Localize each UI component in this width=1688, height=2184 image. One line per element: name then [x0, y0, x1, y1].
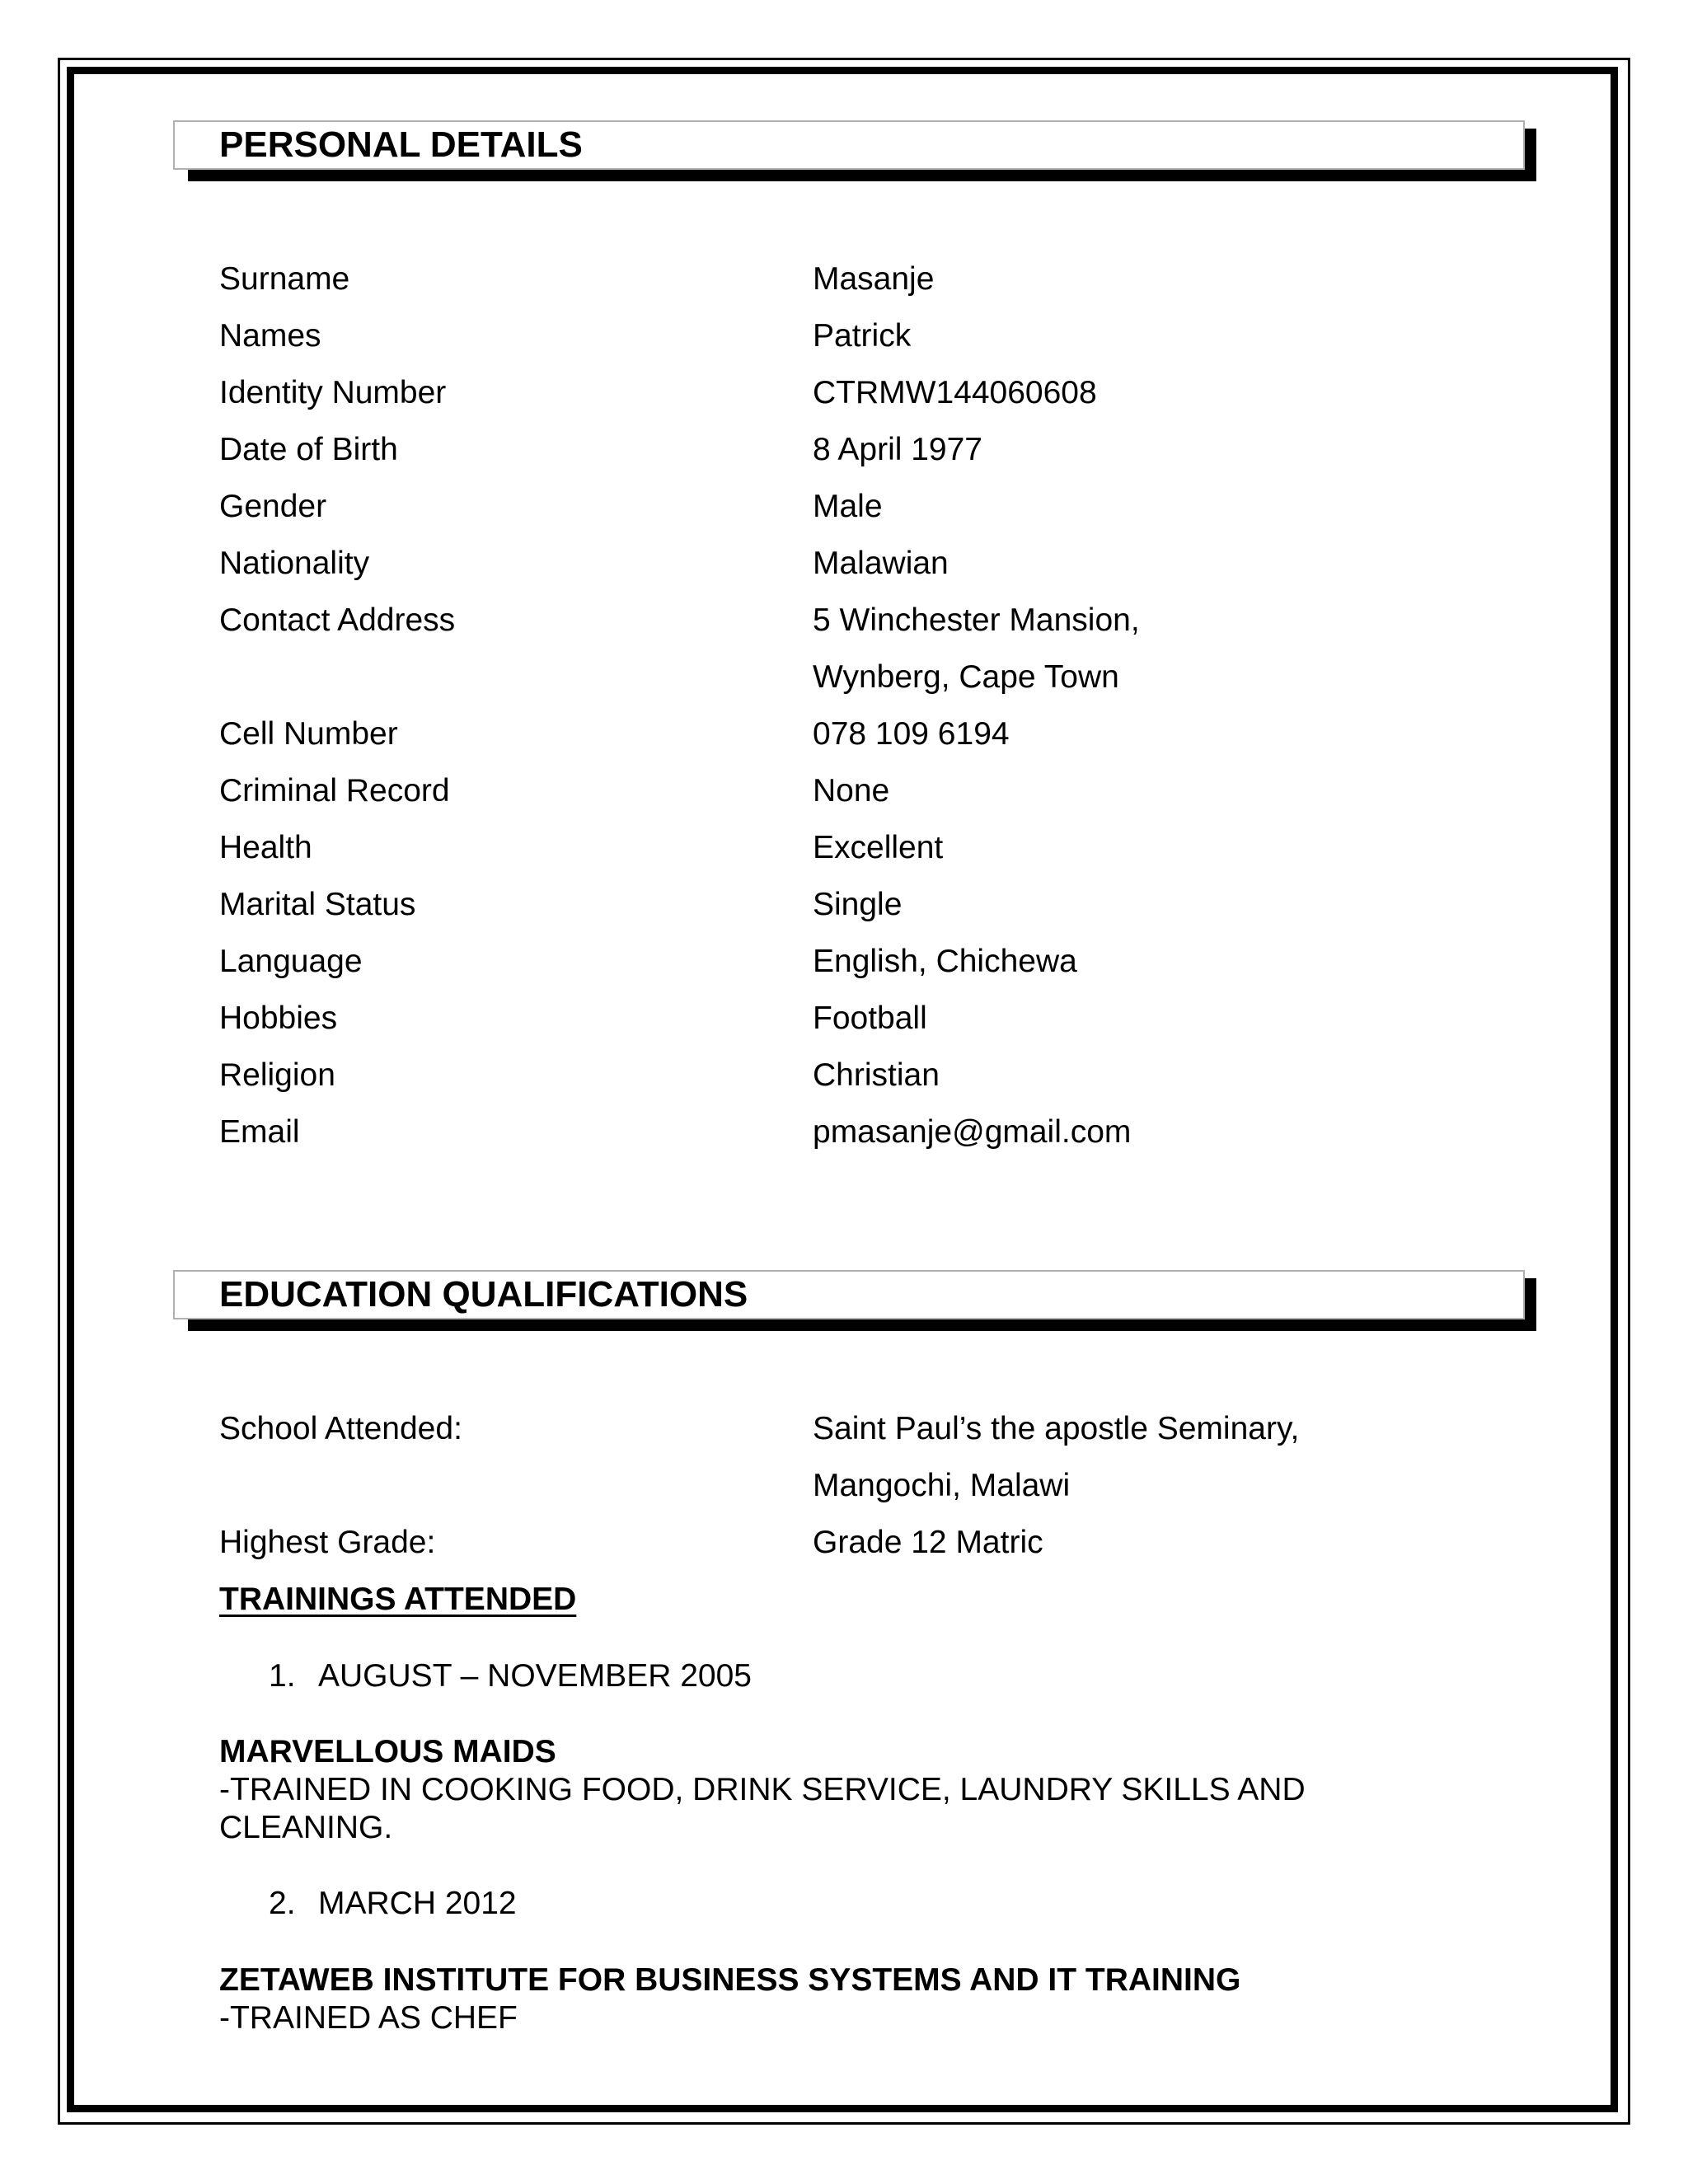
- detail-label: Date of Birth: [219, 432, 398, 467]
- training-provider: MARVELLOUS MAIDS: [219, 1734, 556, 1769]
- training-provider: ZETAWEB INSTITUTE FOR BUSINESS SYSTEMS AND IT TRAINING: [219, 1962, 1241, 1998]
- detail-value: English, Chichewa: [813, 944, 1077, 979]
- grade-label: Highest Grade:: [219, 1525, 436, 1560]
- training-description: -TRAINED IN COOKING FOOD, DRINK SERVICE, LAUNDRY SKILLS AND CLEANING.: [219, 1772, 1306, 1845]
- detail-label: Email: [219, 1114, 300, 1150]
- detail-value: Malawian: [813, 546, 949, 581]
- detail-value: Football: [813, 1001, 927, 1036]
- detail-value: 078 109 6194: [813, 716, 1010, 752]
- detail-value-continued: Wynberg, Cape Town: [813, 659, 1119, 695]
- detail-value: Christian: [813, 1057, 940, 1093]
- detail-label: Criminal Record: [219, 773, 450, 808]
- heading-shadow: [188, 1319, 1536, 1331]
- training-period: AUGUST – NOVEMBER 2005: [318, 1658, 752, 1694]
- detail-label: Language: [219, 944, 363, 979]
- detail-label: Health: [219, 830, 312, 865]
- school-value: Saint Paul’s the apostle Seminary,: [813, 1411, 1300, 1446]
- list-number: 1.: [269, 1658, 296, 1694]
- school-value-continued: Mangochi, Malawi: [813, 1468, 1071, 1503]
- training-period: MARCH 2012: [318, 1886, 517, 1921]
- training-description: -TRAINED AS CHEF: [219, 2000, 518, 2036]
- detail-label: Hobbies: [219, 1001, 338, 1036]
- heading-shadow: [1525, 129, 1536, 181]
- heading-shadow: [188, 170, 1536, 181]
- detail-value: Excellent: [813, 830, 944, 865]
- section-title: PERSONAL DETAILS: [219, 124, 583, 165]
- heading-shadow: [1525, 1278, 1536, 1331]
- detail-value: 8 April 1977: [813, 432, 982, 467]
- section-title: EDUCATION QUALIFICATIONS: [219, 1274, 748, 1315]
- email-value: pmasanje@gmail.com: [813, 1114, 1132, 1150]
- grade-value: Grade 12 Matric: [813, 1525, 1043, 1560]
- detail-label: Gender: [219, 489, 327, 524]
- list-number: 2.: [269, 1886, 296, 1921]
- detail-value: None: [813, 773, 890, 808]
- detail-label: Religion: [219, 1057, 335, 1093]
- detail-value: Masanje: [813, 261, 935, 297]
- detail-value: CTRMW144060608: [813, 375, 1097, 410]
- detail-value: Patrick: [813, 318, 912, 354]
- trainings-heading: TRAININGS ATTENDED: [219, 1582, 577, 1617]
- detail-value: Single: [813, 887, 903, 922]
- detail-value: 5 Winchester Mansion,: [813, 602, 1140, 638]
- detail-label: Surname: [219, 261, 350, 297]
- detail-label: Names: [219, 318, 321, 354]
- school-label: School Attended:: [219, 1411, 462, 1446]
- detail-value: Male: [813, 489, 883, 524]
- detail-label: Nationality: [219, 546, 370, 581]
- detail-label: Marital Status: [219, 887, 416, 922]
- detail-label: Identity Number: [219, 375, 447, 410]
- detail-label: Contact Address: [219, 602, 456, 638]
- detail-label: Cell Number: [219, 716, 398, 752]
